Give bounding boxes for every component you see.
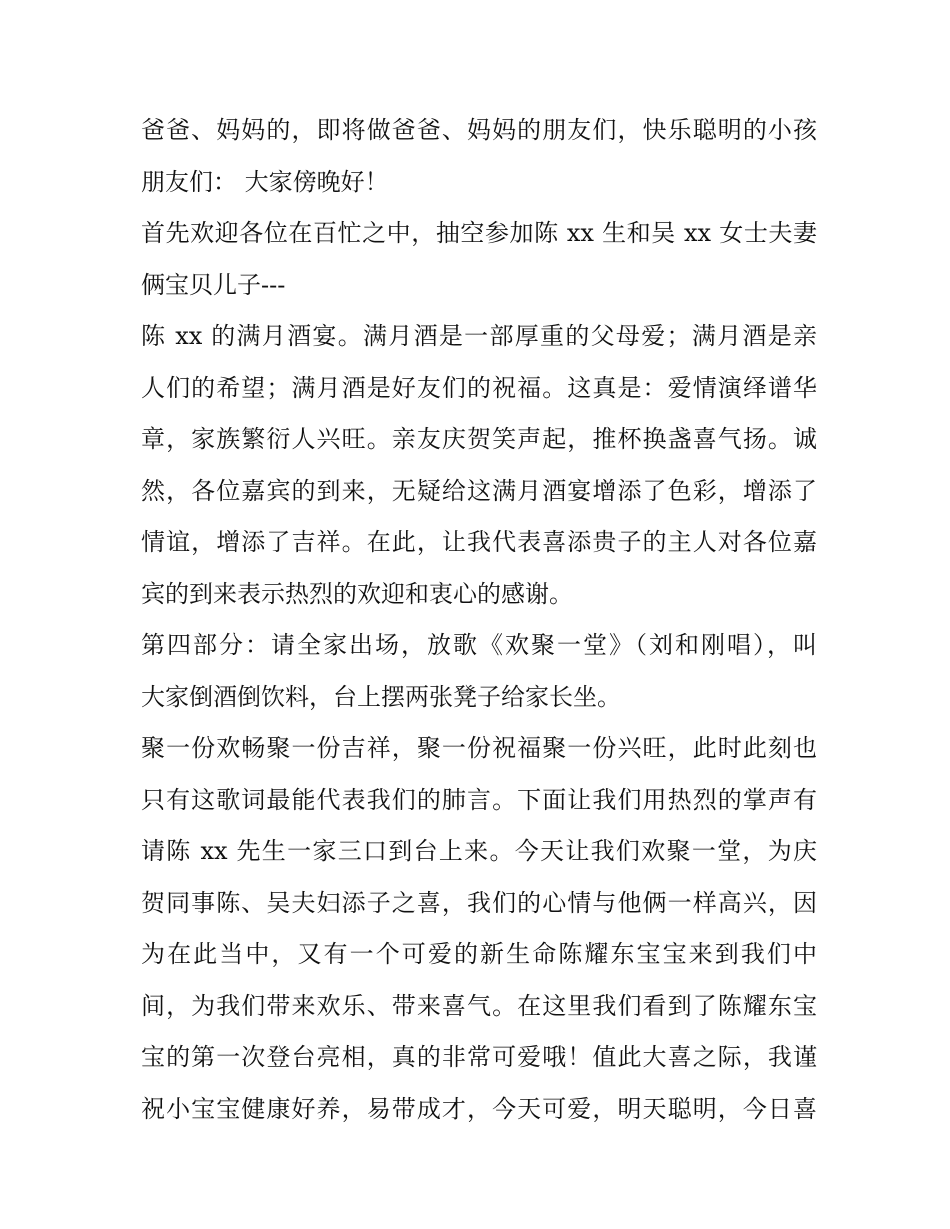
text-line: 然，各位嘉宾的到来，无疑给这满月酒宴增添了色彩，增添了	[141, 476, 817, 505]
text-line: 章，家族繁衍人兴旺。亲友庆贺笑声起，推杯换盏喜气扬。诚	[141, 425, 817, 453]
text-line: 间，为我们带来欢乐、带来喜气。在这里我们看到了陈耀东宝	[141, 991, 817, 1020]
text-line: 朋友们： 大家傍晚好！	[141, 167, 389, 196]
text-line: 宾的到来表示热烈的欢迎和衷心的感谢。	[141, 579, 573, 608]
text-line: 贺同事陈、吴夫妇添子之喜，我们的心情与他俩一样高兴，因	[141, 888, 817, 917]
text-line: 聚一份欢畅聚一份吉祥，聚一份祝福聚一份兴旺，此时此刻也	[141, 734, 817, 762]
text-line: 情谊，增添了吉祥。在此，让我代表喜添贵子的主人对各位嘉	[141, 528, 817, 556]
text-line: 爸爸、妈妈的，即将做爸爸、妈妈的朋友们，快乐聪明的小孩	[141, 116, 817, 144]
text-line: 人们的希望；满月酒是好友们的祝福。这真是：爱情演绎谱华	[141, 373, 817, 402]
text-line: 宝的第一次登台亮相，真的非常可爱哦！值此大喜之际，我谨	[141, 1043, 817, 1071]
text-line: 只有这歌词最能代表我们的肺言。下面让我们用热烈的掌声有	[141, 785, 817, 814]
text-line: 首先欢迎各位在百忙之中，抽空参加陈 xx 生和吴 xx 女士夫妻	[141, 219, 817, 247]
text-line: 大家倒酒倒饮料，台上摆两张凳子给家长坐。	[141, 682, 621, 711]
text-line: 请陈 xx 先生一家三口到台上来。今天让我们欢聚一堂，为庆	[141, 837, 817, 865]
text-line: 俩宝贝儿子---	[141, 270, 286, 299]
text-line: 祝小宝宝健康好养，易带成才，今天可爱，明天聪明，今日喜	[141, 1094, 817, 1123]
text-line: 第四部分：请全家出场，放歌《欢聚一堂》（刘和刚唱），叫	[141, 631, 817, 659]
text-line: 为在此当中，又有一个可爱的新生命陈耀东宝宝来到我们中	[141, 940, 817, 968]
document-body	[141, 105, 817, 1135]
text-line: 陈 xx 的满月酒宴。满月酒是一部厚重的父母爱；满月酒是亲	[141, 322, 817, 350]
